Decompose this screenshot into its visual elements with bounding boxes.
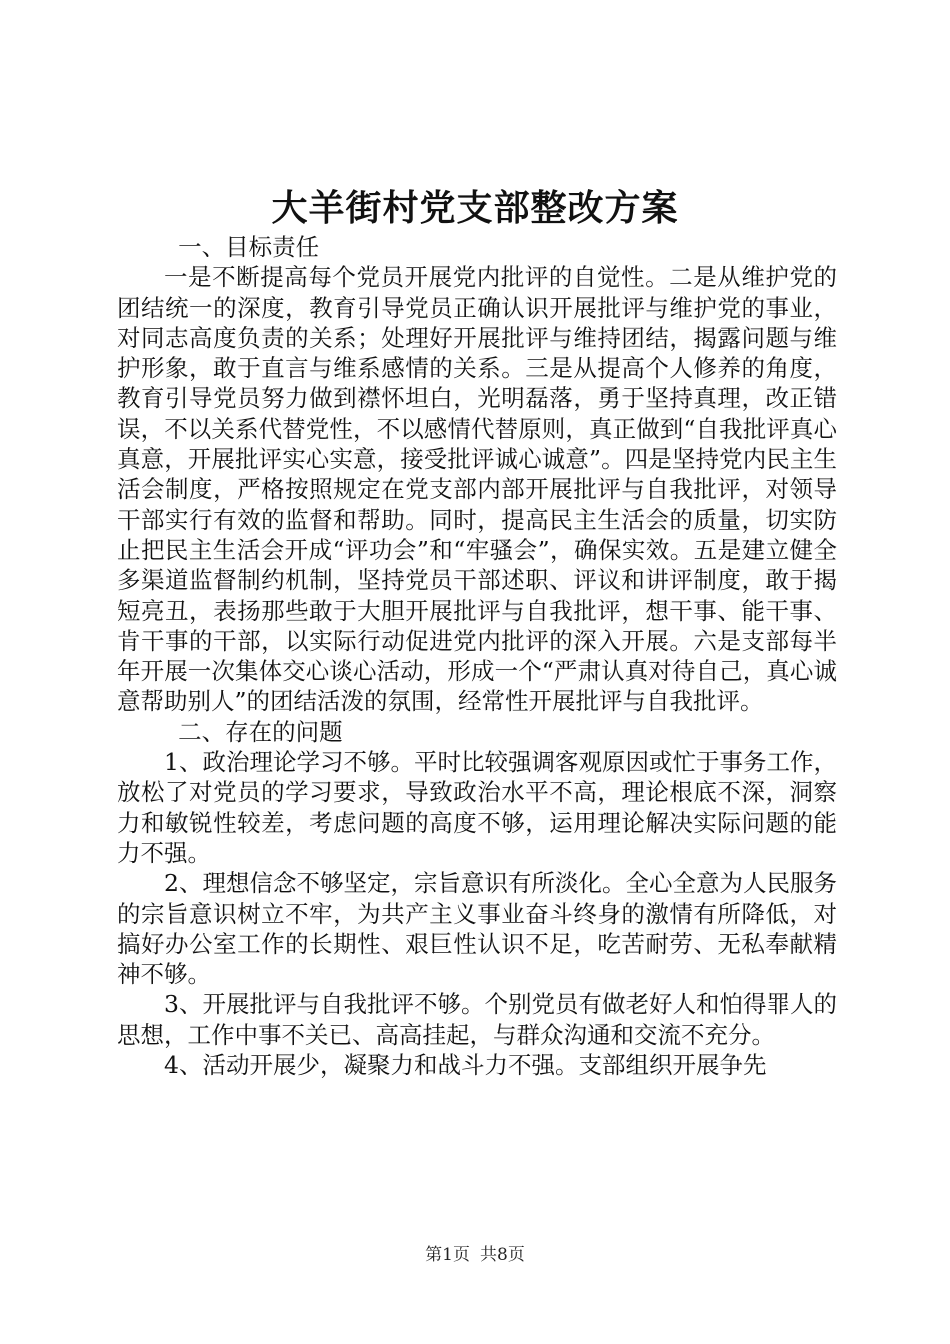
section-heading: 一、目标责任: [178, 233, 320, 261]
page-footer: [0, 1243, 950, 1267]
document-title: 大羊街村党支部整改方案: [271, 187, 679, 229]
body-paragraph: 一是不断提高每个党员开展党内批评的自觉性。二是从维护党的团结统一的深度，教育引导党员正确认识开展批评与维护党的事业，对同志高度负责的关系；处理好开展批评与维持团结，揭露问题与维护形象，敢于直言与维系感情的关系。三是从提高个人修养的角度，教育引导党员努力做到襟怀坦白，光明磊落，勇于坚持真理，改正错误，不以关系代替党性，不以感情代替原则，真正做到“自我批评真心真意，开展批评实心实意，接受批评诚心诚意”。四是坚持党内民主生活会制度，严格按照规定在党支部内部开展批评与自我批评，对领导干部实行有效的监督和帮助。同时，提高民主生活会的质量，切实防止把民主生活会开成“评功会”和“牢骚会”，确保实效。五是建立健全多渠道监督制约机制，坚持党员干部述职、评议和讲评制度，敢于揭短亮丑，表扬那些敢于大胆开展批评与自我批评，想干事、能干事、肯干事的干部，以实际行动促进党内批评的深入开展。六是支部每半年开展一次集体交心谈心活动，形成一个“严肃认真对待自己，真心诚意帮助别人”的团结活泼的氛围，经常性开展批评与自我批评。: [117, 263, 837, 716]
document-body: [117, 232, 837, 1080]
page-total: 共8页: [480, 1245, 525, 1265]
body-paragraph: 3、开展批评与自我批评不够。个别党员有做老好人和怕得罪人的思想，工作中事不关已、高高挂起，与群众沟通和交流不充分。: [117, 990, 837, 1049]
body-paragraph: 4、活动开展少，凝聚力和战斗力不强。支部组织开展争先: [164, 1051, 767, 1080]
body-paragraph: 2、理想信念不够坚定，宗旨意识有所淡化。全心全意为人民服务的宗旨意识树立不牢，为共产主义事业奋斗终身的激情有所降低，对搞好办公室工作的长期性、艰巨性认识不足，吃苦耐劳、无私奉献精神不够。: [117, 869, 837, 989]
body-paragraph: 1、政治理论学习不够。平时比较强调客观原因或忙于事务工作，放松了对党员的学习要求，导致政治水平不高，理论根底不深，洞察力和敏锐性较差，考虑问题的高度不够，运用理论解决实际问题的能力不强。: [117, 748, 837, 867]
section-heading: 二、存在的问题: [178, 717, 343, 746]
page-number: 第1页: [425, 1245, 470, 1265]
